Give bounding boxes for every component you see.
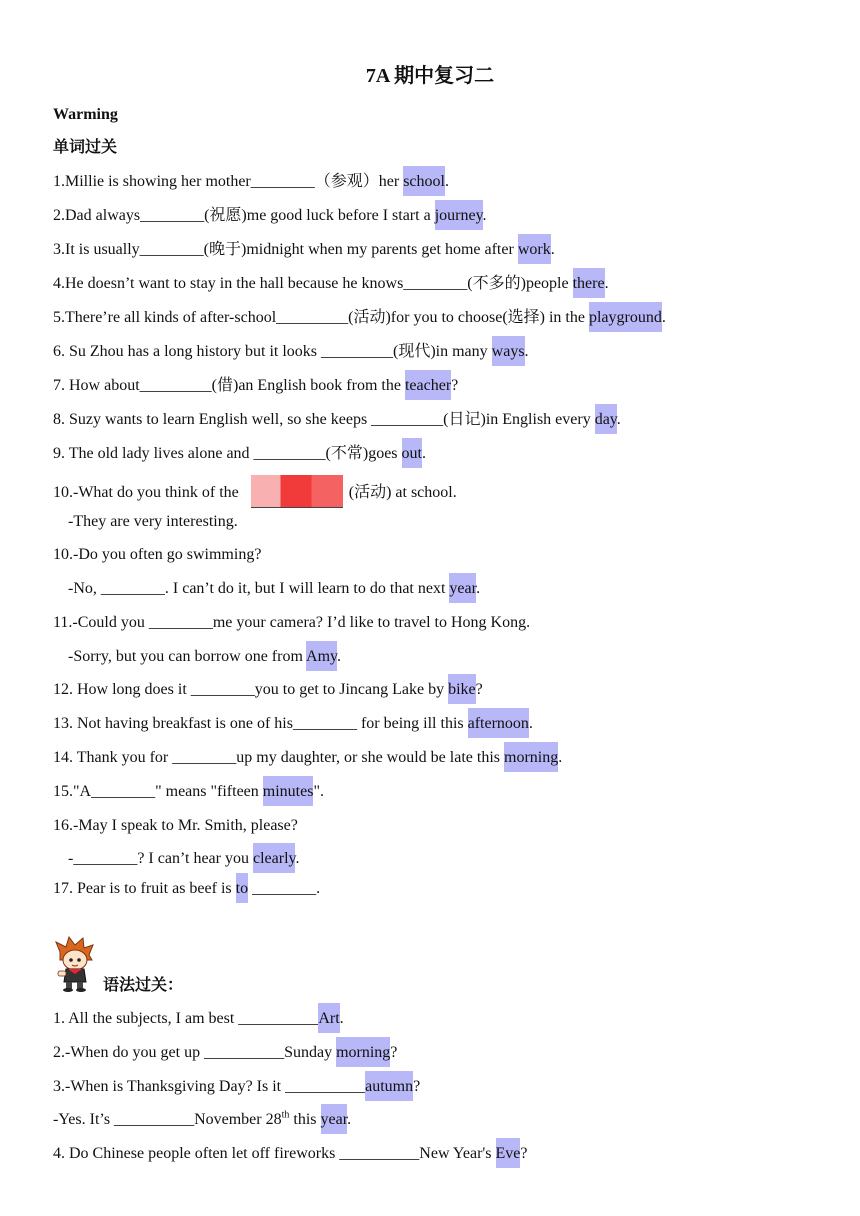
cartoon-boy-mascot-icon — [52, 936, 96, 992]
highlight: journey — [435, 200, 483, 230]
question-line: 16.-May I speak to Mr. Smith, please? — [53, 817, 298, 834]
section-vocab: 单词过关 — [53, 139, 118, 156]
question-line: 4.He doesn’t want to stay in the hall because he knows________(不多的)people there. — [53, 273, 609, 295]
highlight: Art — [318, 1003, 339, 1033]
question-line: 12. How long does it ________you to get to Jincang Lake by bike? — [53, 679, 483, 701]
highlight: autumn — [365, 1071, 413, 1101]
answer-line: -No, ________. I can’t do it, but I will learn to do that next year. — [68, 578, 480, 600]
page-title: 7A 期中复习二 — [365, 65, 495, 87]
highlight: morning — [504, 742, 558, 772]
highlight: Eve — [496, 1138, 521, 1168]
highlight: school — [403, 166, 445, 196]
section-grammar: 语法过关： — [103, 977, 184, 994]
highlight: teacher — [405, 370, 451, 400]
answer-line: -Sorry, but you can borrow one from Amy. — [68, 646, 341, 668]
question-line: 14. Thank you for ________up my daughter, or she would be late this morning. — [53, 747, 562, 769]
section-warming: Warming — [53, 106, 118, 123]
highlight: year — [321, 1104, 348, 1134]
highlight: to — [236, 873, 248, 903]
highlight: year — [449, 573, 476, 603]
highlight: playground — [589, 302, 662, 332]
answer-line: -Yes. It’s __________November 28th this year. — [53, 1109, 351, 1131]
question-line: 3.It is usually________(晚于)midnight when my parents get home after work. — [53, 239, 555, 261]
highlight: Amy — [306, 641, 337, 671]
highlight: clearly — [253, 843, 295, 873]
question-line: 8. Suzy wants to learn English well, so she keeps _________(日记)in English every day. — [53, 409, 621, 431]
question-line: 2.Dad always________(祝愿)me good luck before I start a journey. — [53, 205, 487, 227]
highlight: ways — [492, 336, 525, 366]
highlight: morning — [336, 1037, 390, 1067]
highlight: minutes — [263, 776, 314, 806]
question-line: 11.-Could you ________me your camera? I’d like to travel to Hong Kong. — [53, 614, 531, 631]
question-line: 3.-When is Thanksgiving Day? Is it __________autumn? — [53, 1076, 420, 1098]
highlight: work — [518, 234, 551, 264]
question-line: 10.-What do you think of the (活动) at school. — [53, 477, 457, 510]
question-line: 9. The old lady lives alone and _________(不常)goes out. — [53, 443, 426, 465]
highlight: out — [402, 438, 422, 468]
question-line: 6. Su Zhou has a long history but it looks _________(现代)in many ways. — [53, 341, 529, 363]
redacted-answer-block — [251, 475, 343, 508]
highlight: day — [595, 404, 617, 434]
question-line: 1.Millie is showing her mother________（参观）her school. — [53, 171, 449, 193]
question-line: 2.-When do you get up __________Sunday morning? — [53, 1042, 397, 1064]
highlight: bike — [448, 674, 476, 704]
answer-line: -They are very interesting. — [68, 513, 238, 530]
highlight: there — [573, 268, 605, 298]
question-line: 17. Pear is to fruit as beef is to ________. — [53, 878, 320, 900]
question-line: 4. Do Chinese people often let off fireworks __________New Year's Eve? — [53, 1143, 528, 1165]
highlight: afternoon — [468, 708, 529, 738]
question-line: 1. All the subjects, I am best __________Art. — [53, 1008, 344, 1030]
question-line: 13. Not having breakfast is one of his________ for being ill this afternoon. — [53, 713, 533, 735]
answer-line: -________? I can’t hear you clearly. — [68, 848, 299, 870]
question-line: 7. How about_________(借)an English book from the teacher? — [53, 375, 458, 397]
question-line: 5.There’re all kinds of after-school_________(活动)for you to choose(选择) in the playground. — [53, 307, 666, 329]
question-line: 15."A________" means "fifteen minutes". — [53, 781, 324, 803]
question-line: 10.-Do you often go swimming? — [53, 546, 262, 563]
